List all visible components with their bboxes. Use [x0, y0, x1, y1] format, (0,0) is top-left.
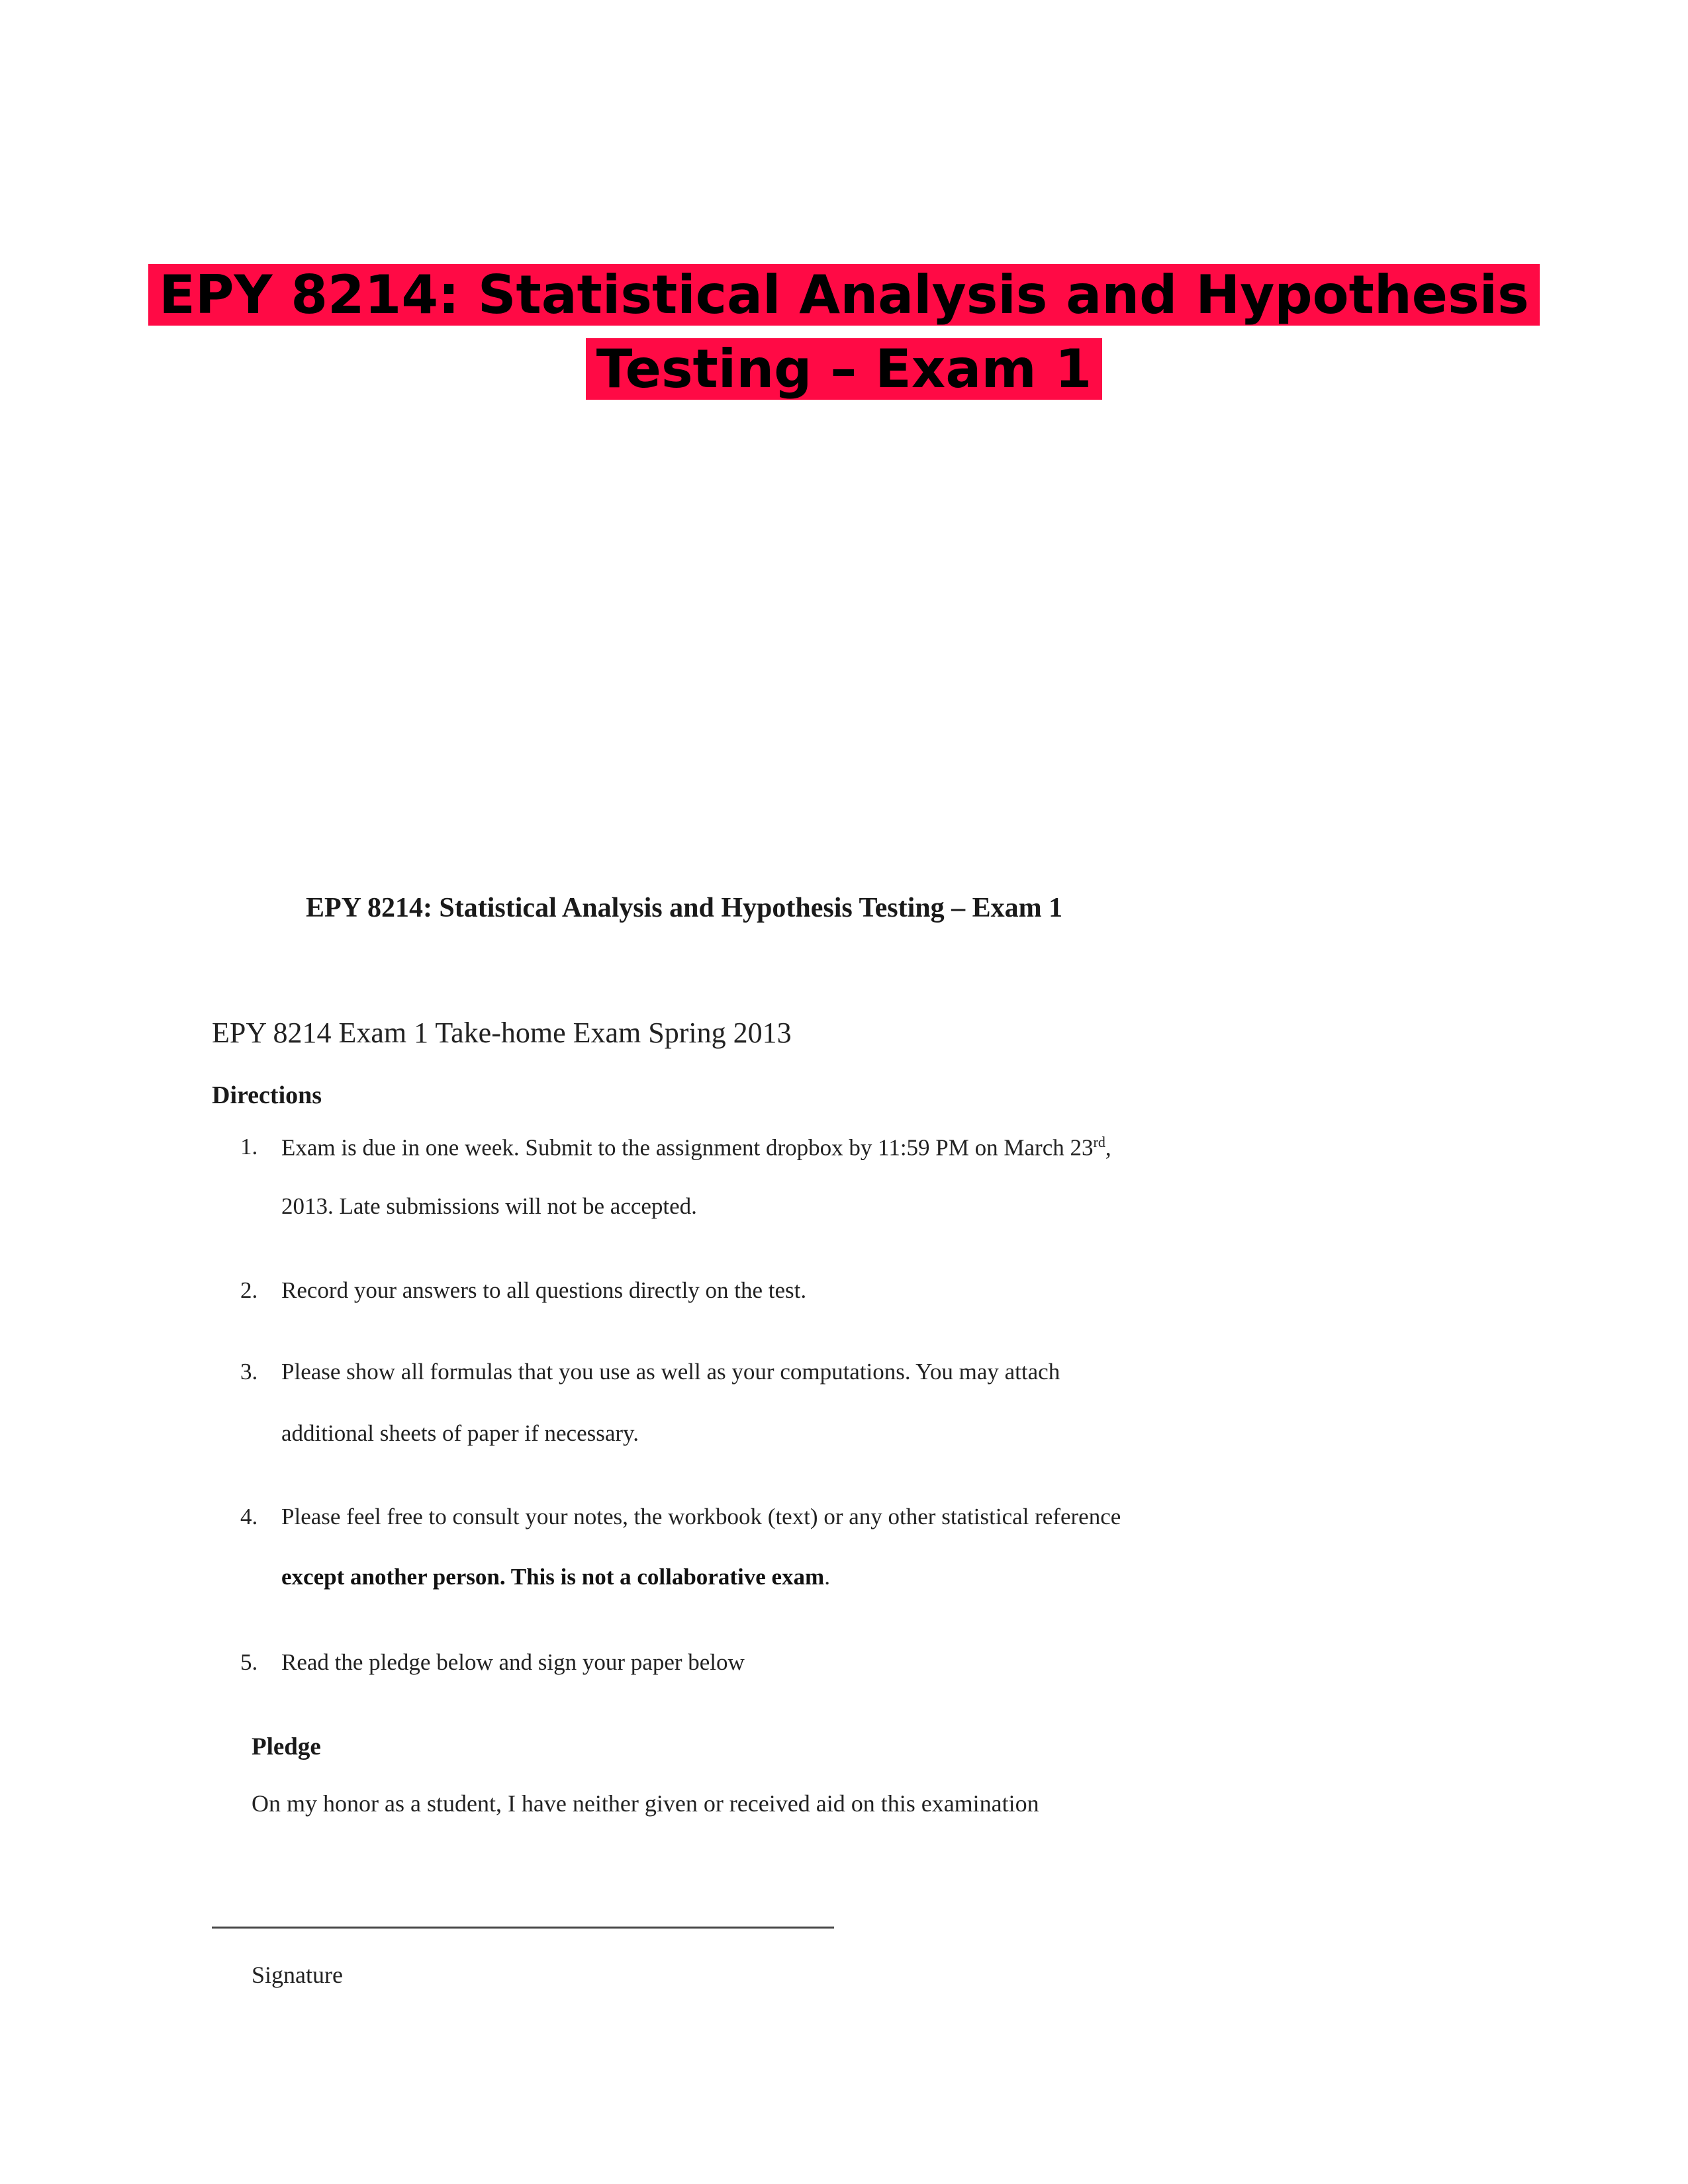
item-number: 1. [240, 1134, 258, 1160]
exam-subtitle: EPY 8214 Exam 1 Take-home Exam Spring 2013 [212, 1017, 792, 1049]
item-number: 4. [240, 1504, 258, 1529]
signature-label: Signature [252, 1962, 343, 1988]
item-text-continued: 2013. Late submissions will not be accepted. [281, 1193, 697, 1219]
item-number: 2. [240, 1277, 258, 1303]
pledge-text: On my honor as a student, I have neither given or received aid on this examination [252, 1790, 1039, 1817]
item-text-tail: . [824, 1564, 830, 1590]
item-text: Please feel free to consult your notes, the workbook (text) or any other statistical reference [281, 1504, 1121, 1529]
item-text-continued [281, 1564, 830, 1590]
item-number: 3. [240, 1359, 258, 1385]
item-number: 5. [240, 1649, 258, 1675]
item-text: Read the pledge below and sign your paper below [281, 1649, 745, 1675]
pledge-heading: Pledge [252, 1733, 321, 1760]
item-text: Record your answers to all questions directly on the test. [281, 1277, 807, 1303]
item-text [281, 1134, 1111, 1161]
item-text-main: Exam is due in one week. Submit to the assignment dropbox by 11:59 PM on March 23 [281, 1134, 1094, 1161]
item-text-continued: additional sheets of paper if necessary. [281, 1420, 639, 1446]
banner-title-line-1: EPY 8214: Statistical Analysis and Hypothesis [148, 264, 1539, 326]
item-text: Please show all formulas that you use as well as your computations. You may attach [281, 1359, 1060, 1385]
document-title: EPY 8214: Statistical Analysis and Hypothesis Testing – Exam 1 [306, 893, 1063, 923]
signature-line [212, 1927, 834, 1929]
directions-heading: Directions [212, 1081, 322, 1109]
item-text-tail: , [1105, 1134, 1111, 1161]
ordinal-suffix: rd [1093, 1134, 1105, 1150]
banner-title-line-2: Testing – Exam 1 [586, 338, 1103, 400]
item-text-bold: except another person. This is not a collaborative exam [281, 1564, 825, 1590]
